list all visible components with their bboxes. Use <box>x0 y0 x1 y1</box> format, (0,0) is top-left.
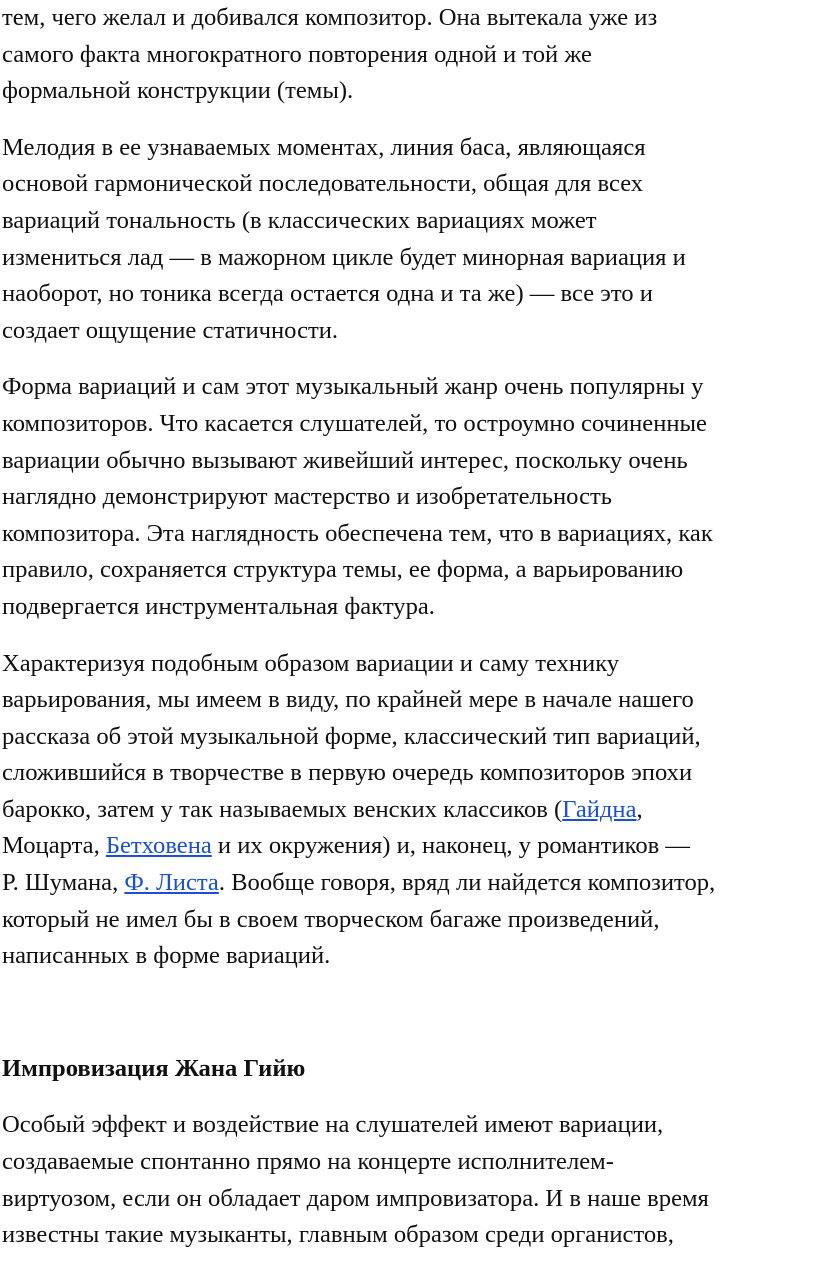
paragraph-line: Форма вариаций и сам этот музыкальный жанр очень популярны у <box>2 373 704 401</box>
paragraph-line: Характеризуя подобным образом вариации и саму технику <box>2 649 620 677</box>
paragraph-2 <box>2 130 816 350</box>
liszt-link[interactable]: Ф. Листа <box>124 869 219 897</box>
paragraph-4 <box>2 646 816 975</box>
paragraph-line: правило, сохраняется структура темы, ее форма, а варьированию <box>2 556 684 584</box>
paragraph-line: вариации обычно вызывают живейший интерес, поскольку очень <box>2 446 688 474</box>
section-gap <box>2 1031 816 1051</box>
beethoven-link[interactable]: Бетховена <box>105 832 212 860</box>
paragraph-line: написанных в форме вариаций. <box>2 942 331 970</box>
paragraph-line: рассказа об этой музыкальной форме, классический тип вариаций, <box>2 722 701 750</box>
paragraph-gap <box>2 349 816 369</box>
paragraph-line <box>2 792 816 829</box>
paragraph-line <box>2 828 816 865</box>
paragraph-line: сложившийся в творчестве в первую очередь композиторов эпохи <box>2 759 693 787</box>
paragraph-line: наглядно демонстрируют мастерство и изобретательность <box>2 483 612 511</box>
paragraph-gap <box>2 110 816 130</box>
paragraph-line: создаваемые спонтанно прямо на концерте исполнителем- <box>2 1148 614 1176</box>
line-text: Р. Шумана, <box>2 869 125 897</box>
paragraph-line <box>2 865 816 902</box>
paragraph-1 <box>2 0 816 110</box>
paragraph-line: известны такие музыканты, главным образом среди органистов, <box>2 1221 674 1249</box>
line-text: , <box>636 795 643 823</box>
paragraph-line: основой гармонической последовательности, общая для всех <box>2 170 644 198</box>
line-text: и их окружения) и, наконец, у романтиков — <box>211 832 690 860</box>
line-text: Моцарта, <box>2 832 106 860</box>
paragraph-gap <box>2 1087 816 1107</box>
section-heading: Импровизация Жана Гийю <box>2 1054 306 1082</box>
paragraph-gap <box>2 626 816 646</box>
paragraph-line: подвергается инструментальная фактура. <box>2 592 435 620</box>
paragraph-line: тем, чего желал и добивался композитор. Она вытекала уже из <box>2 4 658 31</box>
paragraph-line: вариаций тональность (в классических вариациях может <box>2 206 597 234</box>
paragraph-line: который не имел бы в своем творческом багаже произведений, <box>2 905 660 933</box>
paragraph-line: Мелодия в ее узнаваемых моментах, линия баса, являющаяся <box>2 133 646 161</box>
paragraph-3 <box>2 369 816 625</box>
paragraph-line: наоборот, но тоника всегда остается одна и та же) — все это и <box>2 280 653 308</box>
paragraph-line: Особый эффект и воздействие на слушателей имеют вариации, <box>2 1111 664 1139</box>
paragraph-line: композиторов. Что касается слушателей, то остроумно сочиненные <box>2 409 707 437</box>
paragraph-line: виртуозом, если он обладает даром импровизатора. И в наше время <box>2 1184 709 1212</box>
paragraph-line: формальной конструкции (темы). <box>2 77 354 105</box>
haydn-link[interactable]: Гайдна <box>562 795 637 823</box>
line-text: барокко, затем у так называемых венских классиков ( <box>2 795 563 823</box>
line-text: . Вообще говоря, вряд ли найдется композитор, <box>218 869 716 897</box>
paragraph-line: композитора. Эта наглядность обеспечена тем, что в вариациях, как <box>2 519 713 547</box>
paragraph-5 <box>2 1107 816 1253</box>
paragraph-line: измениться лад — в мажорном цикле будет минорная вариация и <box>2 243 686 271</box>
section-gap <box>2 975 816 1031</box>
paragraph-line: варьирования, мы имеем в виду, по крайней мере в начале нашего <box>2 686 694 714</box>
paragraph-line: самого факта многократного повторения одной и той же <box>2 40 592 68</box>
paragraph-line: создает ощущение статичности. <box>2 316 339 344</box>
